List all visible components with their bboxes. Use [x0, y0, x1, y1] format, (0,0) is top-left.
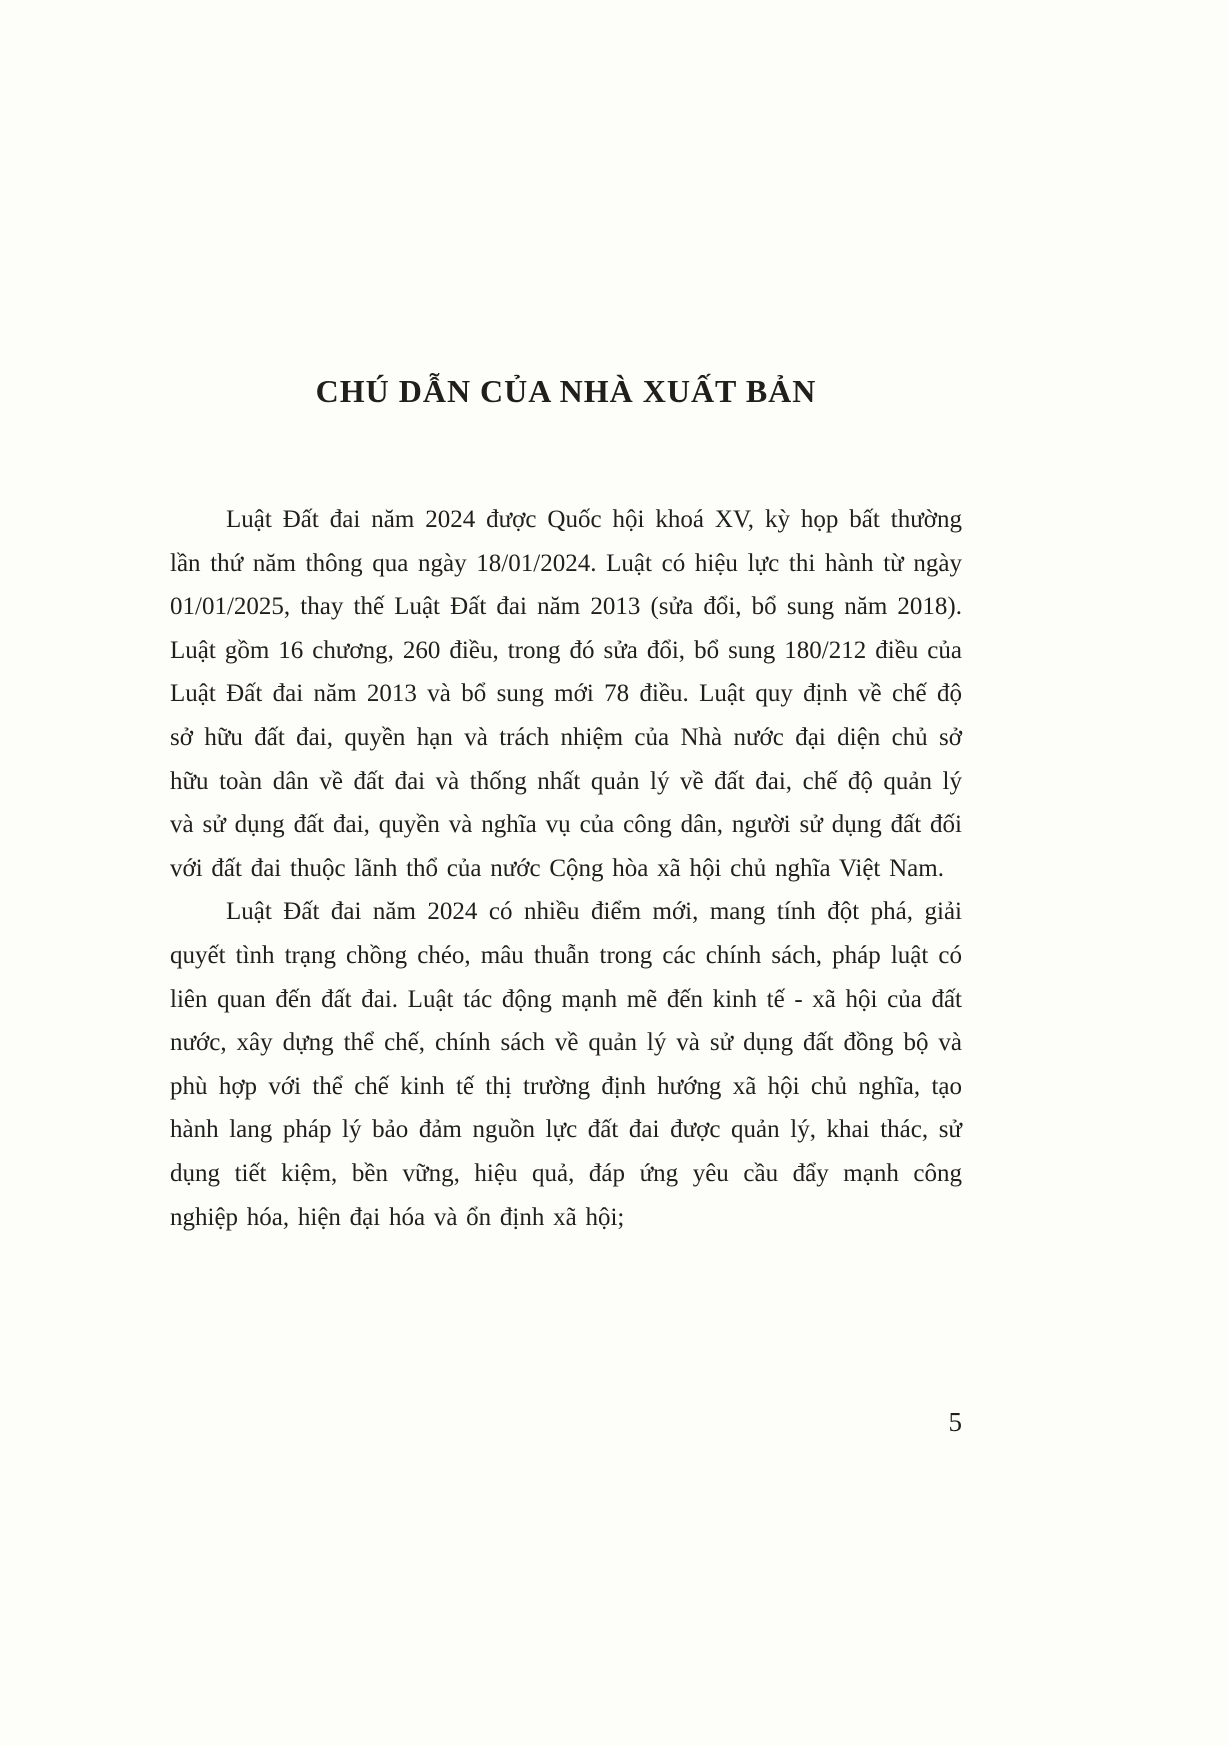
- paragraph-2: Luật Đất đai năm 2024 có nhiều điểm mới, mang tính đột phá, giải quyết tình trạng chồng chéo, mâu thuẫn trong các chính sách, pháp luật có liên quan đến đất đai. Luật tác động mạnh mẽ đến kinh tế - xã hội của đất nước, xây dựng thể chế, chính sách về quản lý và sử dụng đất đồng bộ và phù hợp với thể chế kinh tế thị trường định hướng xã hội chủ nghĩa, tạo hành lang pháp lý bảo đảm nguồn lực đất đai được quản lý, khai thác, sử dụng tiết kiệm, bền vững, hiệu quả, đáp ứng yêu cầu đẩy mạnh công nghiệp hóa, hiện đại hóa và ổn định xã hội;: [170, 898, 962, 1231]
- page-number: 5: [948, 1407, 962, 1437]
- body-text: [170, 498, 962, 1239]
- paragraph-1: Luật Đất đai năm 2024 được Quốc hội khoá XV, kỳ họp bất thường lần thứ năm thông qua ngày 18/01/2024. Luật có hiệu lực thi hành từ ngày 01/01/2025, thay thế Luật Đất đai năm 2013 (sửa đổi, bổ sung năm 2018). Luật gồm 16 chương, 260 điều, trong đó sửa đổi, bổ sung 180/212 điều của Luật Đất đai năm 2013 và bổ sung mới 78 điều. Luật quy định về chế độ sở hữu đất đai, quyền hạn và trách nhiệm của Nhà nước đại diện chủ sở hữu toàn dân về đất đai và thống nhất quản lý về đất đai, chế độ quản lý và sử dụng đất đai, quyền và nghĩa vụ của công dân, người sử dụng đất đối với đất đai thuộc lãnh thổ của nước Cộng hòa xã hội chủ nghĩa Việt Nam.: [170, 506, 962, 882]
- publisher-note-title: CHÚ DẪN CỦA NHÀ XUẤT BẢN: [315, 373, 817, 409]
